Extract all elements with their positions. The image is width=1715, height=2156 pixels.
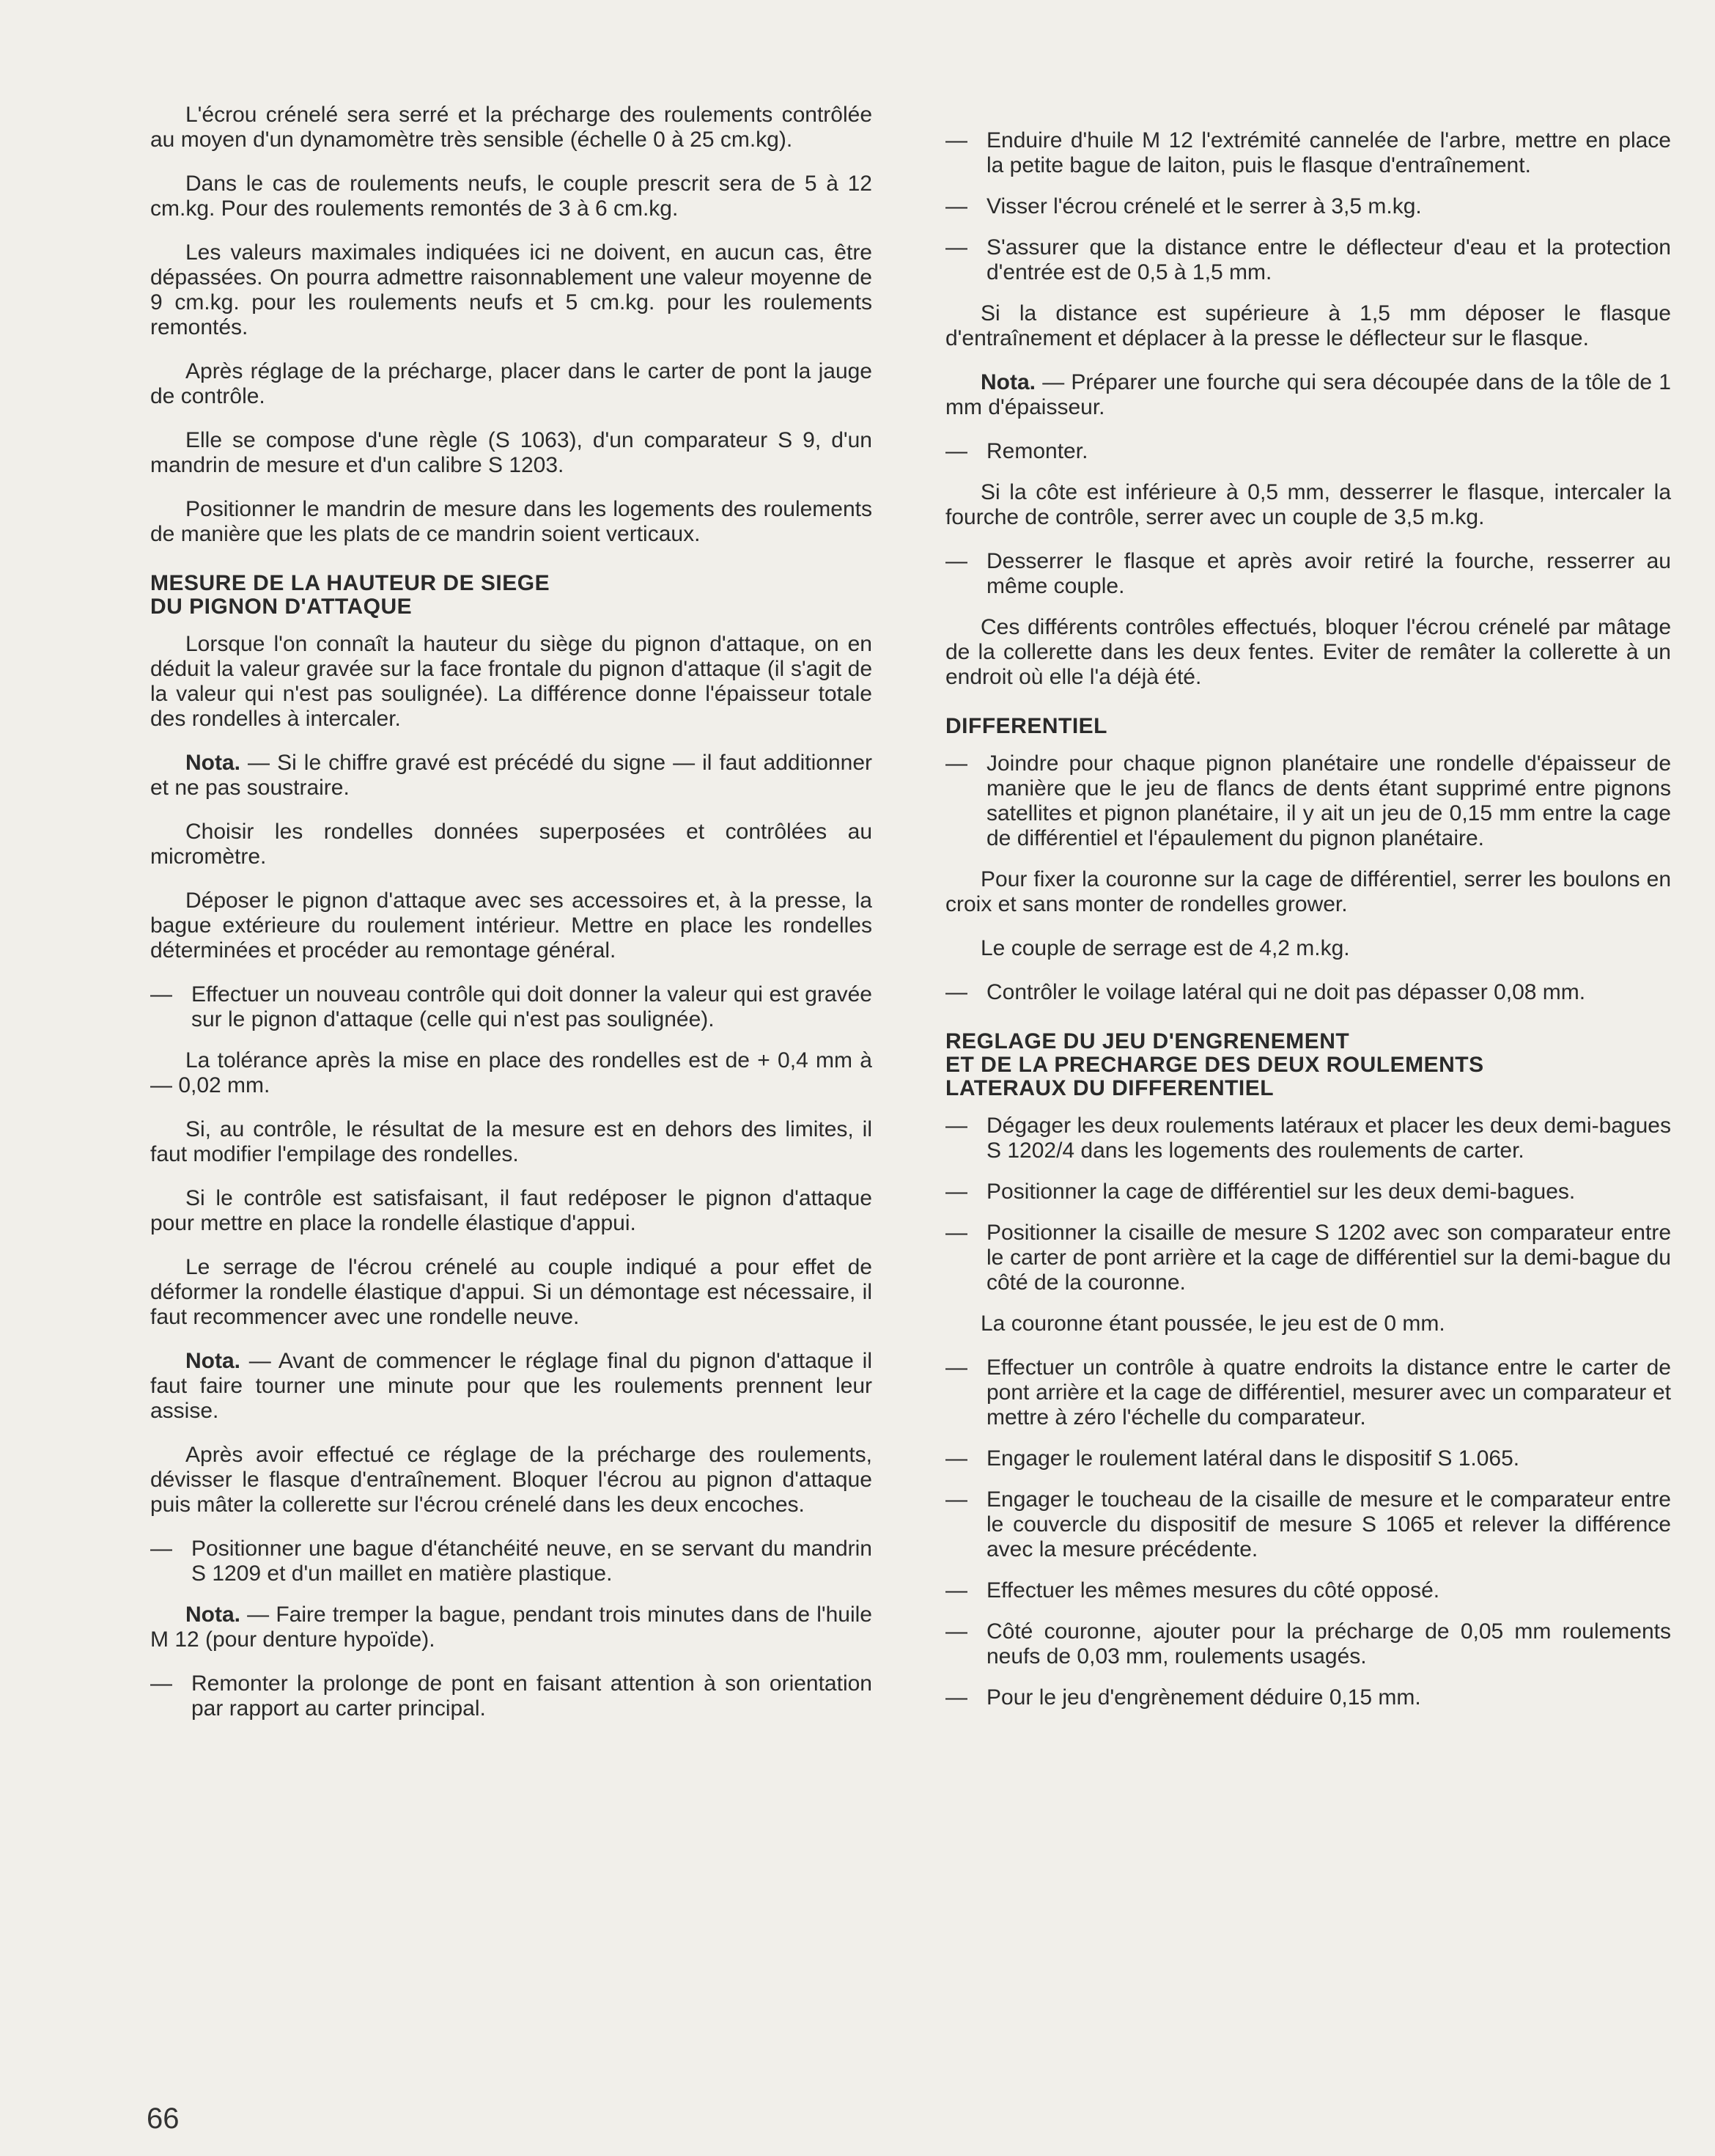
dash-text: Positionner la cage de différentiel sur les deux demi-bagues.: [986, 1180, 1576, 1204]
paragraph: Ces différents contrôles effectués, bloquer l'écrou crénelé par mâtage de la collerette dans les deux fentes. Eviter de remâter la collerette à un endroit où elle l'a déjà été.: [945, 615, 1671, 689]
heading-line: DIFFERENTIEL: [945, 714, 1107, 738]
dash-text: Desserrer le flasque et après avoir retiré la fourche, resserrer au même couple.: [986, 549, 1671, 598]
dash-mark: —: [945, 1487, 967, 1512]
paragraph: Les valeurs maximales indiquées ici ne doivent, en aucun cas, être dépassées. On pourra admettre raisonnablement une valeur moyenne de 9 cm.kg. pour les roulements neufs et 5 cm.kg. pour les roulements remontés.: [150, 240, 872, 339]
dash-mark: —: [945, 1578, 967, 1603]
paragraph: Si le contrôle est satisfaisant, il faut redéposer le pignon d'attaque pour mettre en place la rondelle élastique d'appui.: [150, 1186, 872, 1235]
nota-label: Nota.: [981, 370, 1036, 394]
dash-text: Côté couronne, ajouter pour la précharge de 0,05 mm roulements neufs de 0,03 mm, roulements usagés.: [986, 1619, 1671, 1668]
dash-text: Dégager les deux roulements latéraux et placer les deux demi-bagues S 1202/4 dans les logements des roulements de carter.: [986, 1114, 1671, 1163]
dash-text: Contrôler le voilage latéral qui ne doit pas dépasser 0,08 mm.: [986, 980, 1586, 1004]
dash-mark: —: [150, 982, 172, 1007]
dash-item: [945, 1578, 1671, 1603]
dash-text: Engager le toucheau de la cisaille de mesure et le comparateur entre le couvercle du dispositif de mesure S 1065 et relever la différence avec la mesure précédente.: [986, 1487, 1671, 1561]
nota-text: — Préparer une fourche qui sera découpée dans de la tôle de 1 mm d'épaisseur.: [945, 370, 1671, 419]
paragraph: Dans le cas de roulements neufs, le couple prescrit sera de 5 à 12 cm.kg. Pour des roulements remontés de 3 à 6 cm.kg.: [150, 172, 872, 221]
dash-mark: —: [945, 751, 967, 776]
dash-mark: —: [945, 194, 967, 218]
dash-item: [150, 1537, 872, 1586]
dash-item: [945, 1619, 1671, 1669]
nota-text: — Faire tremper la bague, pendant trois minutes dans de l'huile M 12 (pour denture hypoïde).: [150, 1603, 872, 1652]
dash-item: [945, 439, 1671, 464]
dash-text: Effectuer les mêmes mesures du côté opposé.: [986, 1578, 1440, 1603]
dash-item: [945, 980, 1671, 1005]
dash-mark: —: [150, 1537, 172, 1561]
dash-item: [945, 1221, 1671, 1295]
left-column: [150, 103, 872, 1737]
nota-label: Nota.: [185, 1349, 240, 1373]
dash-item: [945, 1355, 1671, 1430]
dash-text: Engager le roulement latéral dans le dispositif S 1.065.: [986, 1446, 1520, 1471]
paragraph: Positionner le mandrin de mesure dans les logements des roulements de manière que les plats de ce mandrin soient verticaux.: [150, 497, 872, 546]
dash-item: [945, 1685, 1671, 1710]
dash-mark: —: [945, 1685, 967, 1710]
right-column: [945, 128, 1671, 1726]
dash-item: [945, 194, 1671, 219]
dash-mark: —: [945, 1221, 967, 1245]
dash-item: [945, 549, 1671, 599]
dash-text: Enduire d'huile M 12 l'extrémité cannelée de l'arbre, mettre en place la petite bague de laiton, puis le flasque d'entraînement.: [986, 128, 1671, 177]
dash-text: Remonter la prolonge de pont en faisant attention à son orientation par rapport au carter principal.: [191, 1671, 872, 1721]
heading-line: LATERAUX DU DIFFERENTIEL: [945, 1076, 1275, 1100]
paragraph: L'écrou crénelé sera serré et la précharge des roulements contrôlée au moyen d'un dynamomètre très sensible (échelle 0 à 25 cm.kg).: [150, 103, 872, 152]
dash-mark: —: [945, 1446, 967, 1471]
dash-mark: —: [945, 128, 967, 152]
dash-item: [150, 1671, 872, 1721]
section-heading: [945, 1030, 1671, 1100]
dash-text: Joindre pour chaque pignon planétaire une rondelle d'épaisseur de manière que le jeu de flancs de dents étant supprimé entre pignons satellites et pignon planétaire, il y ait un jeu de 0,15 mm entre la cage de différentiel et l'épaulement du pignon planétaire.: [986, 751, 1671, 850]
dash-item: [945, 1114, 1671, 1163]
dash-mark: —: [945, 980, 967, 1004]
dash-mark: —: [150, 1671, 172, 1696]
dash-item: [945, 235, 1671, 285]
dash-mark: —: [945, 1355, 967, 1380]
dash-mark: —: [945, 549, 967, 573]
nota-paragraph: [150, 751, 872, 801]
dash-text: Effectuer un nouveau contrôle qui doit donner la valeur qui est gravée sur le pignon d'attaque (celle qui n'est pas soulignée).: [191, 982, 872, 1031]
paragraph: Si la côte est inférieure à 0,5 mm, desserrer le flasque, intercaler la fourche de contrôle, serrer avec un couple de 3,5 m.kg.: [945, 480, 1671, 529]
paragraph: Pour fixer la couronne sur la cage de différentiel, serrer les boulons en croix et sans monter de rondelles grower.: [945, 867, 1671, 916]
paragraph: Le serrage de l'écrou crénelé au couple indiqué a pour effet de déformer la rondelle élastique d'appui. Si un démontage est nécessaire, il faut recommencer avec une rondelle neuve.: [150, 1255, 872, 1329]
nota-label: Nota.: [185, 1603, 240, 1627]
dash-text: Positionner la cisaille de mesure S 1202 avec son comparateur entre le carter de pont arrière et la cage de différentiel sur la demi-bague du côté de la couronne.: [986, 1221, 1671, 1295]
heading-line: REGLAGE DU JEU D'ENGRENEMENT: [945, 1029, 1350, 1053]
dash-item: [945, 751, 1671, 851]
dash-mark: —: [945, 1180, 967, 1204]
paragraph: La tolérance après la mise en place des rondelles est de + 0,4 mm à — 0,02 mm.: [150, 1048, 872, 1097]
paragraph: Lorsque l'on connaît la hauteur du siège du pignon d'attaque, on en déduit la valeur gravée sur la face frontale du pignon d'attaque (il s'agit de la valeur qui n'est pas soulignée). La différence donne l'épaisseur totale des rondelles à intercaler.: [150, 632, 872, 731]
dash-text: Pour le jeu d'engrènement déduire 0,15 mm.: [986, 1685, 1421, 1710]
dash-item: [945, 128, 1671, 178]
dash-text: Visser l'écrou crénelé et le serrer à 3,5 m.kg.: [986, 194, 1422, 218]
dash-mark: —: [945, 439, 967, 463]
dash-item: [945, 1487, 1671, 1562]
dash-mark: —: [945, 1619, 967, 1644]
page-number: 66: [147, 2102, 180, 2135]
paragraph: Le couple de serrage est de 4,2 m.kg.: [981, 936, 1350, 960]
nota-label: Nota.: [185, 751, 240, 775]
heading-line: DU PIGNON D'ATTAQUE: [150, 595, 413, 619]
dash-text: Effectuer un contrôle à quatre endroits la distance entre le carter de pont arrière et la cage de différentiel, mesurer avec un comparateur et mettre à zéro l'échelle du comparateur.: [986, 1355, 1671, 1430]
dash-text: Positionner une bague d'étanchéité neuve, en se servant du mandrin S 1209 et d'un maillet en matière plastique.: [191, 1537, 872, 1586]
nota-text: — Avant de commencer le réglage final du pignon d'attaque il faut faire tourner une minute pour que les roulements prennent leur assise.: [150, 1349, 872, 1423]
dash-item: [945, 1446, 1671, 1471]
dash-mark: —: [945, 1114, 967, 1138]
paragraph: Choisir les rondelles données superposées et contrôlées au micromètre.: [150, 820, 872, 869]
section-heading: [945, 715, 1671, 738]
nota-paragraph: [150, 1603, 872, 1652]
dash-mark: —: [945, 235, 967, 260]
paragraph: Après réglage de la précharge, placer dans le carter de pont la jauge de contrôle.: [150, 359, 872, 408]
section-heading: [150, 572, 872, 619]
paragraph: Si la distance est supérieure à 1,5 mm déposer le flasque d'entraînement et déplacer à la presse le déflecteur sur le flasque.: [945, 301, 1671, 350]
dash-item: [150, 982, 872, 1032]
dash-text: Remonter.: [986, 439, 1088, 463]
paragraph: Déposer le pignon d'attaque avec ses accessoires et, à la presse, la bague extérieure du roulement intérieur. Mettre en place les rondelles déterminées et procéder au remontage général.: [150, 888, 872, 963]
paragraph: Après avoir effectué ce réglage de la précharge des roulements, dévisser le flasque d'entraînement. Bloquer l'écrou au pignon d'attaque puis mâter la collerette sur l'écrou crénelé dans les deux encoches.: [150, 1443, 872, 1517]
paragraph: La couronne étant poussée, le jeu est de 0 mm.: [981, 1311, 1445, 1336]
nota-paragraph: [150, 1349, 872, 1424]
dash-text: S'assurer que la distance entre le déflecteur d'eau et la protection d'entrée est de 0,5 à 1,5 mm.: [986, 235, 1671, 284]
dash-item: [945, 1180, 1671, 1204]
heading-line: MESURE DE LA HAUTEUR DE SIEGE: [150, 571, 550, 595]
nota-paragraph: [945, 370, 1671, 420]
paragraph: Si, au contrôle, le résultat de la mesure est en dehors des limites, il faut modifier l'empilage des rondelles.: [150, 1117, 872, 1166]
paragraph: Elle se compose d'une règle (S 1063), d'un comparateur S 9, d'un mandrin de mesure et d'un calibre S 1203.: [150, 428, 872, 477]
nota-text: — Si le chiffre gravé est précédé du signe — il faut additionner et ne pas soustraire.: [150, 751, 872, 800]
heading-line: ET DE LA PRECHARGE DES DEUX ROULEMENTS: [945, 1053, 1484, 1077]
